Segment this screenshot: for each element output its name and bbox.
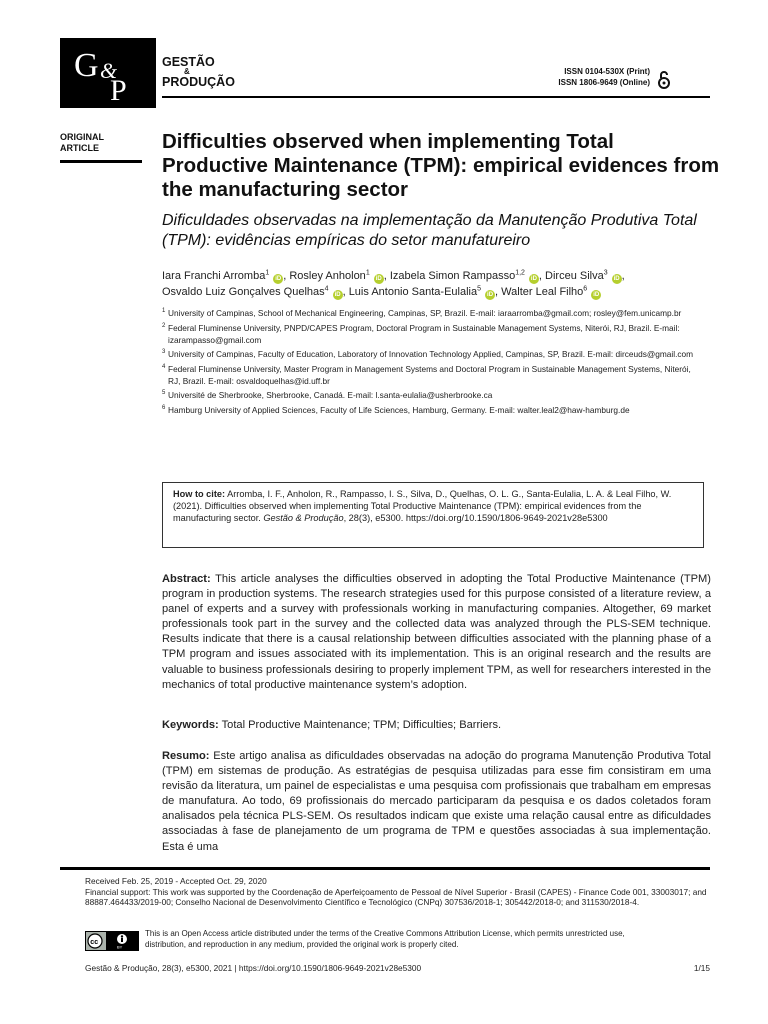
orcid-icon[interactable]: iD xyxy=(487,292,494,298)
article-type-tag xyxy=(60,132,140,154)
resumo-text: Este artigo analisa as dificuldades observadas na adoção do programa Manutenção Produtiva Total (TPM) em sistemas de produção. As estratégias de pesquisa utilizadas para esse fim consistiram em uma revisão da literatura, um painel de especialistas e uma pesquisa com profissionais que trabalham em empresas de manufatura. Ao todo, 69 profissionais do mercado participaram da pesquisa e os dados coletados foram analisados pela técnica PLS-SEM. Os resultados indicam que existe uma relação causal entre as dificuldades associadas à fase de planejamento de um programa de TPM e questões associadas à sua implementação. Esta é uma xyxy=(162,750,711,853)
journal-name-amp: & xyxy=(184,67,190,76)
svg-text:P: P xyxy=(110,74,127,107)
author[interactable]: Iara Franchi Arromba$^1$iD xyxy=(162,269,282,282)
orcid-icon[interactable]: iD xyxy=(334,292,341,298)
author[interactable]: Izabela Simon Rampasso$^{1,2}$iD xyxy=(389,269,537,282)
svg-text:&: & xyxy=(100,58,118,83)
author[interactable]: Walter Leal Filho$^6$iD xyxy=(501,285,600,298)
affiliation-list xyxy=(162,307,702,419)
svg-text:G: G xyxy=(74,47,99,84)
page-number: 1/15 xyxy=(693,963,710,973)
footer-notes xyxy=(85,876,715,908)
page-citation: Gestão & Produção, 28(3), e5300, 2021 | https://doi.org/10.1590/1806-9649-2021v28e5300 xyxy=(85,963,422,973)
svg-text:BY: BY xyxy=(117,944,123,950)
author[interactable]: Dirceu Silva$^3$iD xyxy=(545,269,620,282)
journal-name-line2: PRODUÇÃO xyxy=(162,75,235,89)
keywords xyxy=(162,718,711,733)
header-rule xyxy=(162,96,710,98)
affiliation-item: 2 Federal Fluminense University, PNPD/CAPES Program, Doctoral Program in Sustainable Management Systems, Niterói, RJ, Brazil. E-mail: izarampasso@gmail.com xyxy=(162,322,680,345)
funding-note: Financial support: This work was supported by the Coordenação de Aperfeiçoamento de Pessoal de Nível Superior - Brasil (CAPES) - Finance Code 001, 33003017; and 88887.464433/2019-00; Conselho Nacional de Desenvolvimento Científico e Tecnológico (CNPq) 307536/2018-1; 305442/2018-0; and 311530/2018-4. xyxy=(85,886,707,907)
how-to-cite-text: How to cite: Arromba, I. F., Anholon, R., Rampasso, I. S., Silva, D., Quelhas, O. L. G., Santa-Eulalia, L. A. & Leal Filho, W. (2021). Difficulties observed when implementing Total Productive Maintenance (TPM): empirical evidences from the manufacturing sector. Gestão & Produção, 28(3), e5300. https://doi.org/10.1590/1806-9649-2021v28e5300 xyxy=(173,489,672,523)
issn-print: ISSN 0104-530X (Print) xyxy=(564,67,650,76)
abstract-label: Abstract: xyxy=(162,573,211,585)
open-access-icon xyxy=(657,70,671,90)
received-dates: Received Feb. 25, 2019 - Accepted Oct. 29, 2020 xyxy=(85,876,267,886)
footer-rule xyxy=(60,867,710,870)
affiliation-item: 1 University of Campinas, School of Mechanical Engineering, Campinas, SP, Brazil. E-mail: iaraarromba@gmail.com; rosley@fem.unicamp.br xyxy=(162,308,682,318)
keywords-label: Keywords: xyxy=(162,719,219,731)
orcid-icon[interactable]: iD xyxy=(375,276,382,282)
author-list: Iara Franchi Arromba$^1$iD , Rosley Anholon$^1$iD , Izabela Simon Rampasso$^{1,2}$iD , Dirceu Silva$^3$iD , Osvaldo Luiz Gonçalves Quelhas$^4$iD , Luis Antonio Santa-Eulalia$^5$iD , Walter Leal Filho$^6$iD xyxy=(162,269,625,298)
orcid-icon[interactable]: iD xyxy=(613,276,620,282)
how-to-cite-label: How to cite: xyxy=(173,489,226,499)
license-text: This is an Open Access article distributed under the terms of the Creative Commons Attribution License, which permits unrestricted use, distribution, and reproduction in any medium, provided the original work is properly cited. xyxy=(145,929,625,949)
affiliation-item: 5 Université de Sherbrooke, Sherbrooke, Canadá. E-mail: l.santa-eulalia@usherbrooke.ca xyxy=(162,390,493,401)
author[interactable]: Osvaldo Luiz Gonçalves Quelhas$^4$iD xyxy=(162,285,341,298)
journal-name-line1: GESTÃO xyxy=(162,55,215,69)
article-type-rule xyxy=(60,160,142,163)
journal-name xyxy=(162,56,235,88)
article-subtitle: Dificuldades observadas na implementação da Manutenção Produtiva Total (TPM): evidências empíricas do setor manufatureiro xyxy=(162,212,697,249)
affiliation-item: 6 Hamburg University of Applied Sciences, Faculty of Life Sciences, Hamburg, Germany. E-mail: walter.leal2@haw-hamburg.de xyxy=(162,404,630,415)
orcid-icon[interactable]: iD xyxy=(530,276,537,282)
article-type-line1: ORIGINAL xyxy=(60,132,104,142)
resumo xyxy=(162,749,711,859)
journal-logo xyxy=(60,38,156,108)
article-type-line2: ARTICLE xyxy=(60,143,99,153)
orcid-icon[interactable]: iD xyxy=(593,292,600,298)
keywords-text: Total Productive Maintenance; TPM; Difficulties; Barriers. xyxy=(221,719,502,731)
affiliation-item: 4 Federal Fluminense University, Master Program in Management Systems and Doctoral Program in Sustainable Management Systems, Niterói, RJ, Brazil. E-mail: osvaldoquelhas@id.uff.br xyxy=(162,363,691,386)
orcid-icon[interactable]: iD xyxy=(275,276,282,282)
cc-by-license-icon[interactable] xyxy=(85,931,139,951)
issn-block xyxy=(500,66,650,88)
article-title: Difficulties observed when implementing Total Productive Maintenance (TPM): empirical evidences from the manufacturing sector xyxy=(162,130,720,201)
author[interactable]: Luis Antonio Santa-Eulalia$^5$iD xyxy=(348,285,494,298)
abstract xyxy=(162,572,711,693)
resumo-label: Resumo: xyxy=(162,750,210,762)
affiliation-item: 3 University of Campinas, Faculty of Education, Laboratory of Innovation Technology Applied, Campinas, SP, Brazil. E-mail: dirceuds@gmail.com xyxy=(162,349,694,360)
author[interactable]: Rosley Anholon$^1$iD xyxy=(289,269,382,282)
issn-online: ISSN 1806-9649 (Online) xyxy=(558,78,650,87)
abstract-text: This article analyses the difficulties observed in adopting the Total Productive Maintenance (TPM) program in production systems. The research strategies used for this purpose consisted of a literature review, a panel of experts and a survey with professionals working in manufacturing companies. Altogether, 69 market professionals took part in the survey and the collected data was analyzed through the PLS-SEM technique. Results indicate that there is a causal relationship between difficulties associated with the planning phase of a TPM program and issues associated with its implementation. This is an original research and the results are valuable to business professionals desiring to properly implement TPM, as well for researchers interested in the mechanics of total productive maintenance system’s adoption. xyxy=(162,573,711,691)
svg-text:cc: cc xyxy=(90,939,99,946)
